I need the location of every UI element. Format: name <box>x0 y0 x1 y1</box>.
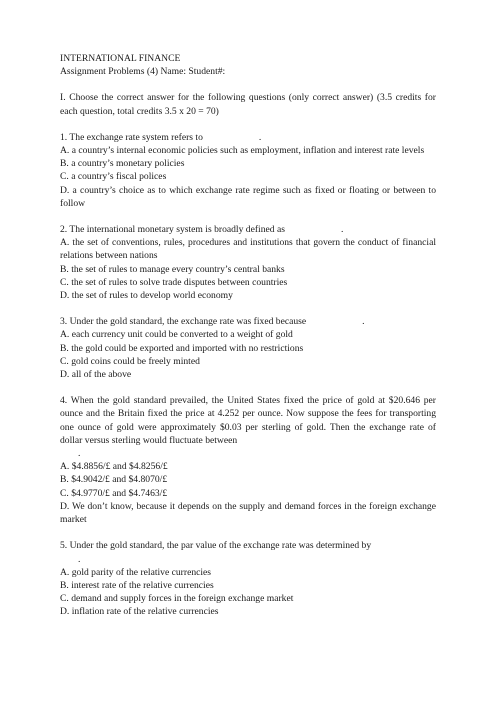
option-d: D. We don’t know, because it depends on the supply and demand forces in the foreign exchange market <box>60 500 436 526</box>
section-instructions: I. Choose the correct answer for the following questions (only correct answer) (3.5 credits for each question, total credits 3.5 x 20 = 70) <box>60 92 436 117</box>
option-d: D. inflation rate of the relative currencies <box>60 606 219 618</box>
question-stem: 5. Under the gold standard, the par value of the exchange rate was determined by <box>60 540 372 552</box>
option-b: B. $4.9042/£ and $4.8070/£ <box>60 474 168 486</box>
option-a: A. the set of conventions, rules, procedures and institutions that govern the conduct of financial relations between nations <box>60 237 436 262</box>
option-c: C. gold coins could be freely minted <box>60 355 200 367</box>
option-a: A. gold parity of the relative currencies <box>60 566 212 578</box>
option-b: B. the set of rules to manage every country’s central banks <box>60 263 285 275</box>
question-stem-end: . <box>78 553 81 565</box>
question-1 <box>60 131 436 210</box>
question-stem: 4. When the gold standard prevailed, the United States fixed the price of gold at $20.646 per ounce and the Britain fixed the price at 4.252 per ounce. Now suppose the fees for transporting one ounce of gold were approximately $0.03 per sterling of gold. Then the exchange rate of dollar versus sterling would fluctuate between <box>60 395 436 446</box>
option-b: B. interest rate of the relative currencies <box>60 579 214 591</box>
question-5 <box>60 539 436 618</box>
option-b: B. a country’s monetary policies <box>60 158 185 170</box>
option-a: A. a country’s internal economic policies such as employment, inflation and interest rate levels <box>60 145 425 157</box>
option-d: D. all of the above <box>60 369 132 381</box>
question-4 <box>60 394 436 526</box>
document-body <box>60 52 436 619</box>
option-a: A. each currency unit could be converted to a weight of gold <box>60 329 293 341</box>
option-d: D. a country’s choice as to which exchange rate regime such as fixed or floating or between to follow <box>60 184 436 209</box>
question-stem-end: . <box>78 448 81 460</box>
question-2 <box>60 223 436 302</box>
option-c: C. a country’s fiscal polices <box>60 171 167 183</box>
course-title: INTERNATIONAL FINANCE <box>60 53 181 64</box>
question-stem: 1. The exchange rate system refers to . <box>60 131 262 143</box>
question-3 <box>60 315 436 381</box>
option-c: C. demand and supply forces in the foreign exchange market <box>60 593 294 605</box>
question-stem: 2. The international monetary system is broadly defined as . <box>60 224 344 236</box>
option-c: C. $4.9770/£ and $4.7463/£ <box>60 487 168 499</box>
question-stem: 3. Under the gold standard, the exchange rate was fixed because . <box>60 316 365 328</box>
assignment-line: Assignment Problems (4) Name: Student#: <box>60 66 226 78</box>
option-c: C. the set of rules to solve trade disputes between countries <box>60 276 288 288</box>
option-d: D. the set of rules to develop world economy <box>60 290 233 302</box>
option-a: A. $4.8856/£ and $4.8256/£ <box>60 461 168 473</box>
option-b: B. the gold could be exported and imported with no restrictions <box>60 342 304 354</box>
